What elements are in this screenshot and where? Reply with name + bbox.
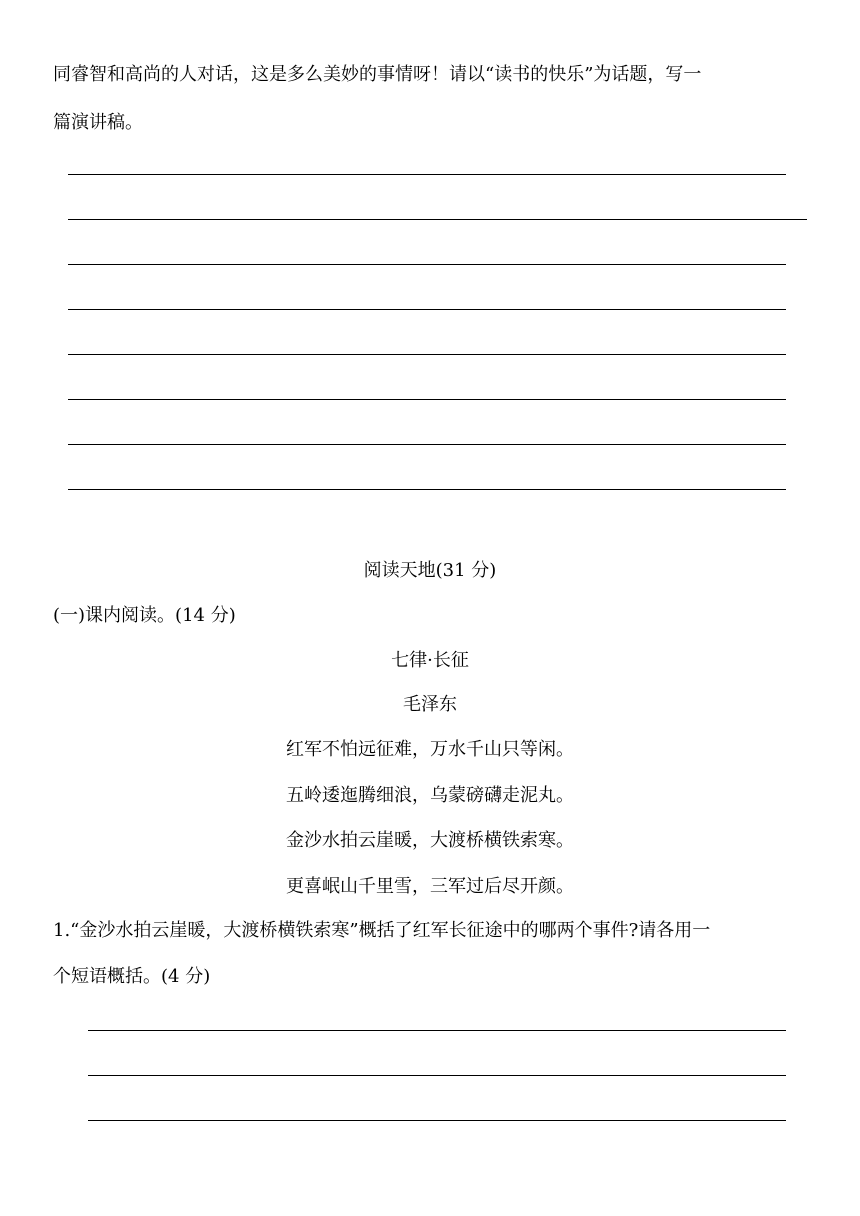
answer-line — [68, 354, 786, 355]
poem-line-3: 金沙水拍云崖暖，大渡桥横铁索寒。 — [286, 830, 574, 851]
poem-author: 毛泽东 — [403, 694, 457, 715]
prompt-line-1: 同睿智和高尚的人对话，这是多么美妙的事情呀！请以“读书的快乐”为话题，写一 — [53, 64, 702, 85]
answer-line — [68, 219, 807, 220]
answer-line — [88, 1075, 786, 1076]
answer-line — [68, 399, 786, 400]
poem-line-1: 红军不怕远征难，万水千山只等闲。 — [286, 739, 574, 760]
answer-line — [68, 174, 786, 175]
poem-line-2: 五岭逶迤腾细浪，乌蒙磅礴走泥丸。 — [286, 785, 574, 806]
question-1-line-1: 1.“金沙水拍云崖暖，大渡桥横铁索寒”概括了红军长征途中的哪两个事件?请各用一 — [53, 920, 711, 941]
answer-line — [88, 1030, 786, 1031]
answer-line — [88, 1120, 786, 1121]
question-1-line-2: 个短语概括。(4 分) — [53, 966, 211, 987]
subsection-title: (一)课内阅读。(14 分) — [53, 605, 236, 626]
answer-line — [68, 444, 786, 445]
answer-line — [68, 309, 786, 310]
poem-line-4: 更喜岷山千里雪，三军过后尽开颜。 — [286, 876, 574, 897]
poem-title: 七律·长征 — [391, 650, 469, 671]
answer-line — [68, 264, 786, 265]
section-title: 阅读天地(31 分) — [363, 560, 497, 581]
prompt-line-2: 篇演讲稿。 — [53, 112, 143, 133]
answer-line — [68, 489, 786, 490]
